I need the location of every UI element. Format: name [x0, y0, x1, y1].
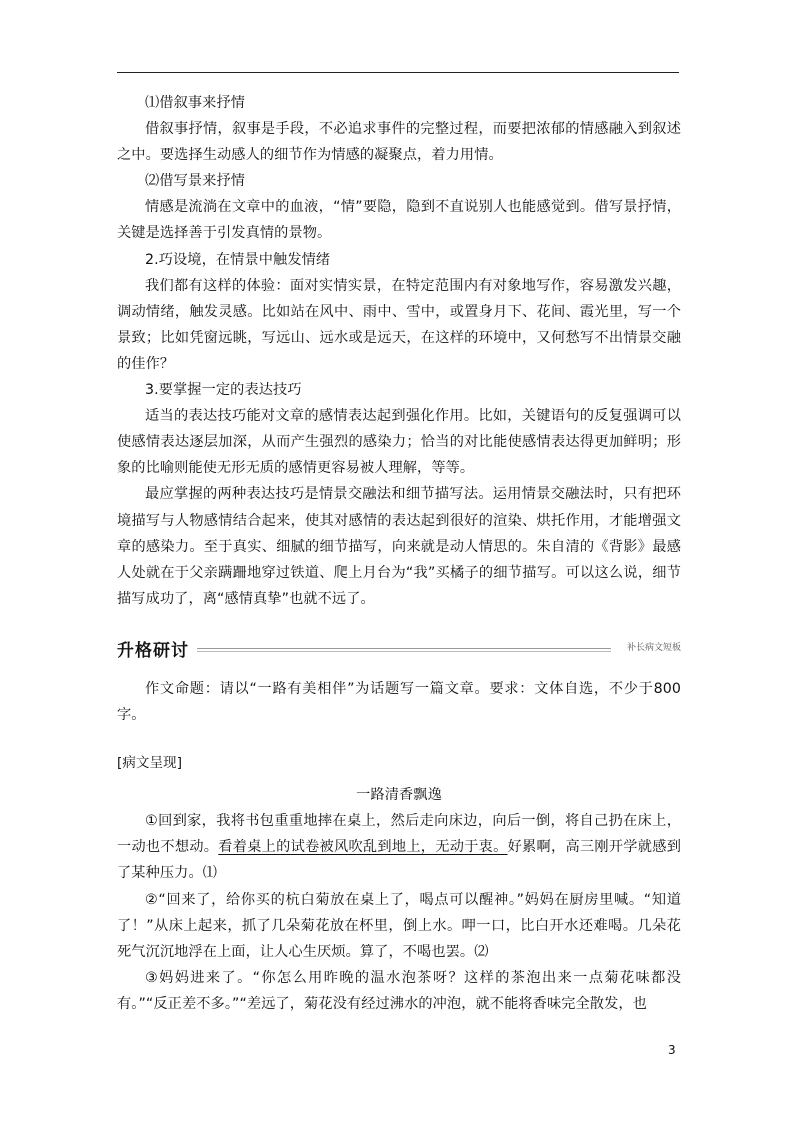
essay-paragraph-1-start: ①回到家，我将书包重重地摔在桌上，然后走向床边，向后一倒，将自己扔在床上，一动也不想动。: [117, 813, 681, 856]
section-tag: 补长病文短板: [626, 642, 681, 653]
header-rule: [117, 72, 679, 73]
main-content: [117, 90, 681, 1017]
paragraph-setting: 我们都有这样的体验：面对实情实景，在特定范围内有对象地写作，容易激发兴趣，调动情绪，触发灵感。比如站在风中、雨中、雪中，或置身月下、花间、霞光里，写一个景致；比如凭窗远眺，写远山、远水或是远天，在这样的环境中，又何愁写不出情景交融的佳作？: [117, 277, 681, 372]
paragraph-narrative: 借叙事抒情，叙事是手段，不必追求事件的完整过程，而要把浓郁的情感融入到叙述之中。要选择生动感人的细节作为情感的凝聚点，着力用情。: [117, 121, 681, 164]
section-title: 升格研讨: [117, 640, 189, 661]
essay-prompt: 作文命题：请以“一路有美相伴”为话题写一篇文章。要求：文体自选，不少于800字。: [117, 680, 681, 723]
essay-label: [病文呈现]: [117, 755, 183, 772]
paragraph-techniques: 适当的表达技巧能对文章的感情表达起到强化作用。比如，关键语句的反复强调可以使感情表达逐层加深，从而产生强烈的感染力；恰当的对比能使感情表达得更加鲜明；形象的比喻则能使无形无质的感情更容易被人理解，等等。: [117, 408, 681, 477]
subheading-setting: 2.巧设境，在情景中触发情绪: [145, 251, 331, 268]
paragraph-techniques-2: 最应掌握的两种表达技巧是情景交融法和细节描写法。运用情景交融法时，只有把环境描写与人物感情结合起来，使其对感情的表达起到很好的渲染、烘托作用，才能增强文章的感染力。至于真实、细腻的细节描写，向来就是动人情思的。朱自清的《背影》最感人处就在于父亲蹒跚地穿过铁道、爬上月台为“我”买橘子的细节描写。可以这么说，细节描写成功了，离“感情真挚”也就不远了。: [117, 486, 681, 607]
subheading-techniques: 3.要掌握一定的表达技巧: [145, 382, 302, 399]
page-number: 3: [668, 1043, 676, 1057]
essay-paragraph-2: ②“回来了，给你买的杭白菊放在桌上了，喝点可以醒神。”妈妈在厨房里喊。“知道了！”从床上起来，抓了几朵菊花放在杯里，倒上水。呷一口，比白开水还难喝。几朵花死气沉沉地浮在上面，让人心生厌烦。算了，不喝也罢。⑵: [117, 891, 681, 960]
essay-paragraph-1-end: 好累啊，高三刚开学就感到了某种压力。⑴: [117, 839, 681, 882]
essay-title: 一路清香飘逸: [356, 787, 442, 804]
paragraph-scenery: 情感是流淌在文章中的血液，“情”要隐，隐到不直说别人也能感觉到。借写景抒情，关键是选择善于引发真情的景物。: [117, 199, 681, 242]
subheading-scenery: ⑵借写景来抒情: [145, 173, 246, 190]
essay-paragraph-1: [117, 808, 681, 886]
section-divider: [197, 648, 611, 649]
section-divider-secondary: [197, 651, 611, 652]
essay-paragraph-3: ③妈妈进来了。“你怎么用昨晚的温水泡茶呀？这样的茶泡出来一点菊花味都没有。”“反正差不多。”“差远了，菊花没有经过沸水的冲泡，就不能将香味完全散发，也: [117, 969, 681, 1012]
section-header: [117, 636, 681, 666]
subheading-narrative: ⑴借叙事来抒情: [145, 95, 246, 111]
essay-underlined-sentence: 看着桌上的试卷被风吹乱到地上，无动于衷。: [218, 839, 508, 856]
